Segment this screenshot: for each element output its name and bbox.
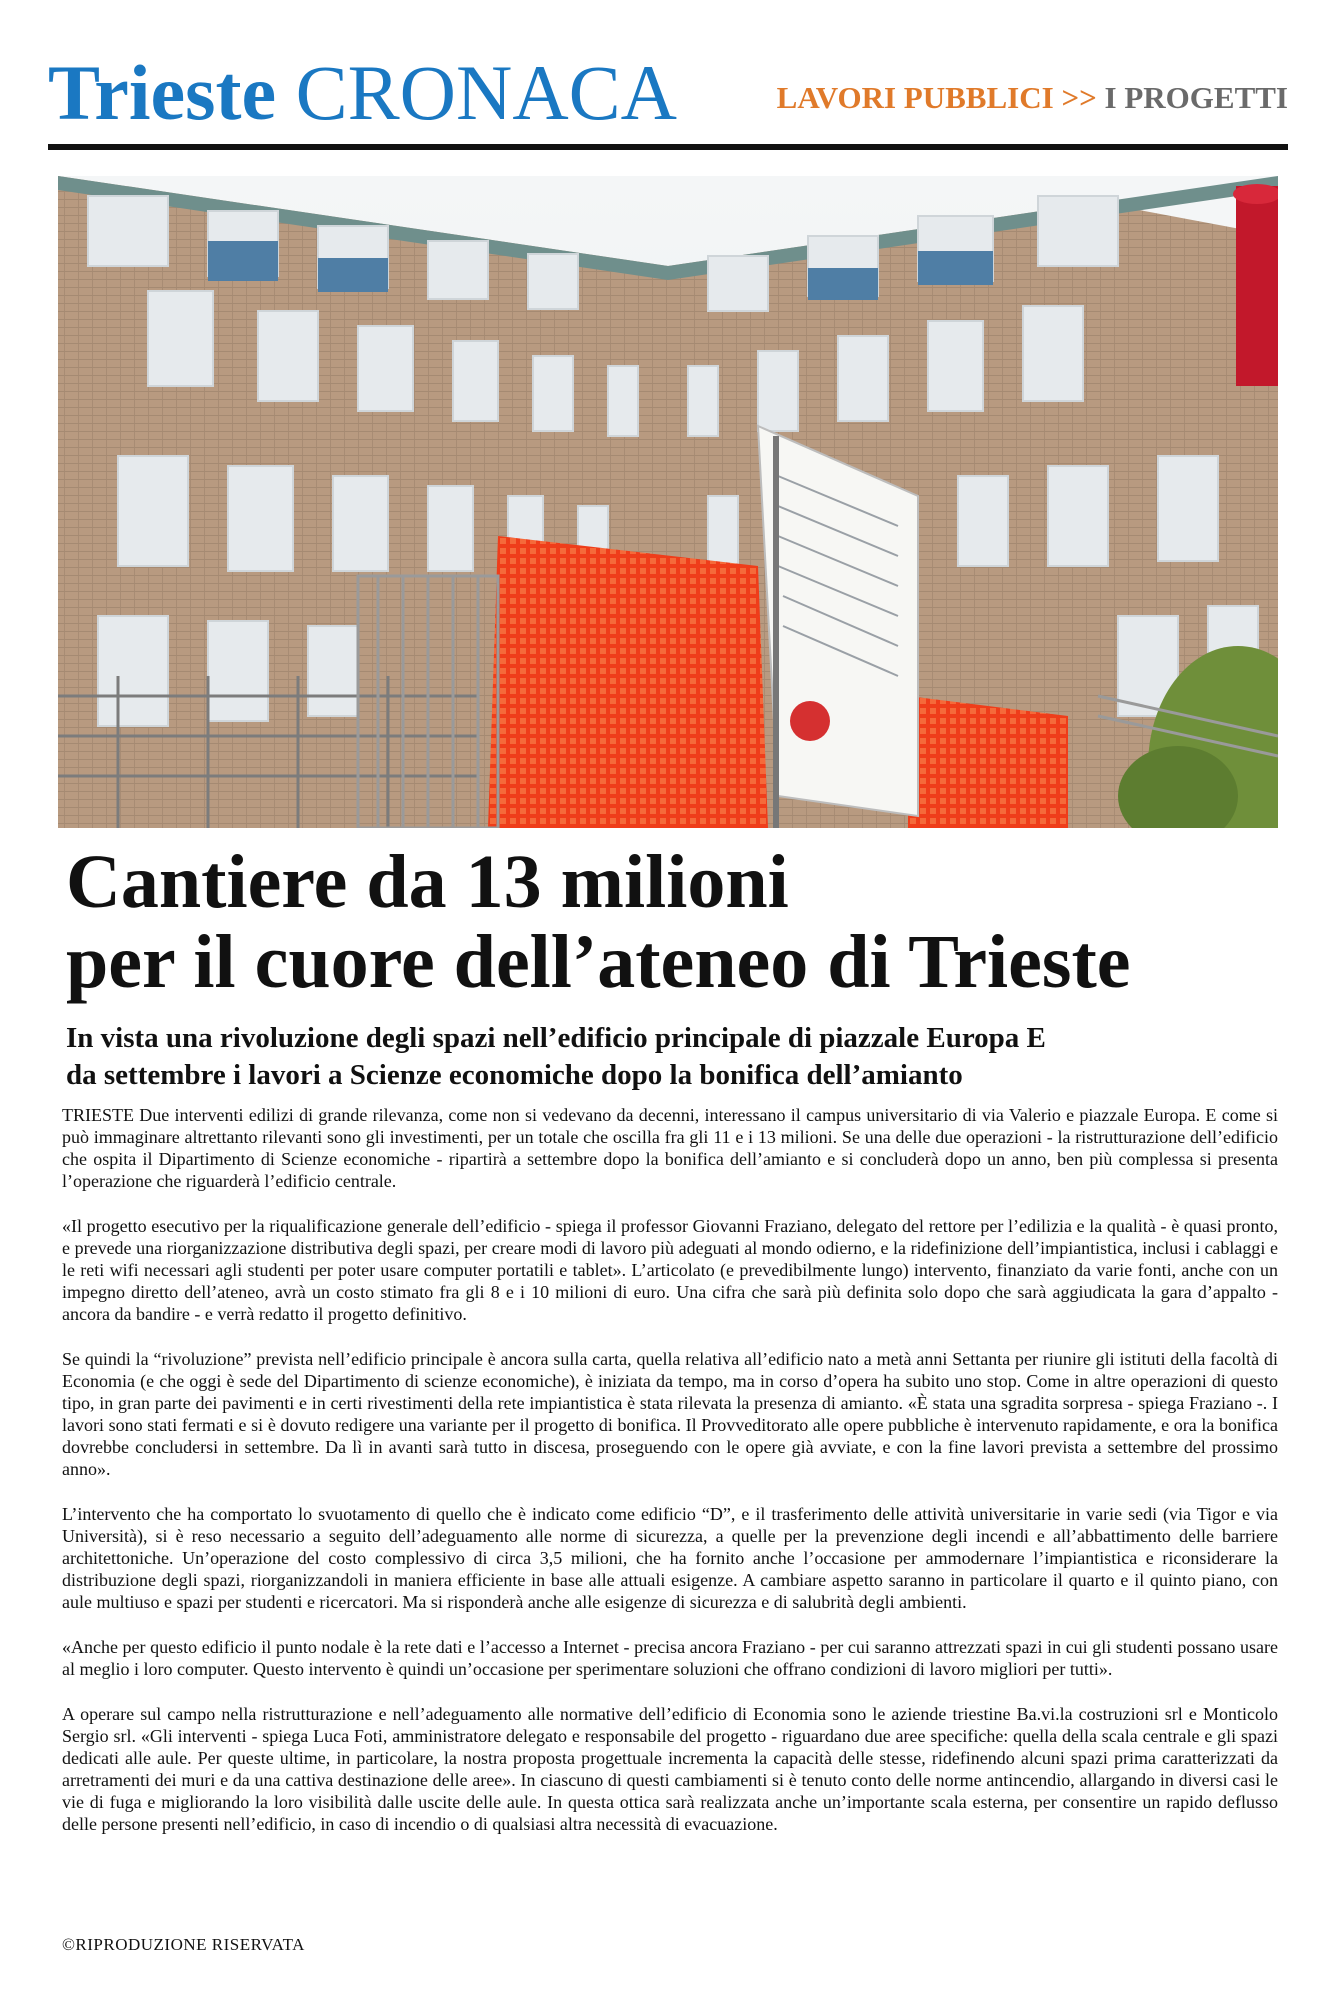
article-paragraph: L’intervento che ha comportato lo svuotamento di quello che è indicato come edificio “D”, e il trasferimento delle attività universitarie in varie sedi (via Tigor e via Università), si è reso necessario a seguito dell’adeguamento alle norme di sicurezza, a quelle per la prevenzione degli incendi e all’abbattimento delle barriere architettoniche. Un’operazione del costo complessivo di circa 3,5 milioni, che ha fornito anche l’occasione per ammodernare l’impiantistica e riconsiderare la distribuzione degli spazi, riorganizzandoli in maniera efficiente in base alle attuali esigenze. A cambiare aspetto saranno in particolare il quarto e il quinto piano, con aule multiuso e spazi per studenti e ricercatori. Ma si risponderà anche alle esigenze di sicurezza e di salubrità degli ambienti.: [62, 1504, 1278, 1612]
article-paragraph: A operare sul campo nella ristrutturazione e nell’adeguamento alle normative dell’edificio di Economia sono le aziende triestine Ba.vi.la costruzioni srl e Monticolo Sergio srl. «Gli interventi - spiega Luca Foti, amministratore delegato e responsabile del progetto - riguardano due aree specifiche: quella della scala centrale e gli spazi dedicati alle aule. Per queste ultime, in particolare, la nostra proposta progettuale incrementa la capacità delle stesse, ridefinendo alcuni spazi prima caratterizzati da arretramenti dei muri e da una cattiva destinazione delle aree». In ciascuno di questi cambiamenti si è tenuto conto delle norme antincendio, allargando in diversi casi le vie di fuga e migliorando la loro visibilità dalle uscite delle aule. In questa ottica sarà realizzata anche un’importante scala esterna, per consentire un rapido deflusso delle persone presenti nell’edificio, in caso di incendio o di qualsiasi altra necessità di evacuazione.: [62, 1704, 1278, 1834]
subheadline-line: In vista una rivoluzione degli spazi nell’edificio principale di piazzale Europa E: [66, 1022, 1046, 1054]
article-subheadline: [66, 1020, 1276, 1094]
headline-line: per il cuore dell’ateneo di Trieste: [66, 920, 1131, 1004]
article-photo: [58, 176, 1278, 828]
article-paragraph: «Il progetto esecutivo per la riqualificazione generale dell’edificio - spiega il professor Giovanni Fraziano, delegato del rettore per l’edilizia e la qualità - è quasi pronto, e prevede una riorganizzazione distributiva degli spazi, per creare modi di lavoro più adeguati al mondo odierno, e la ridefinizione dell’impiantistica, inclusi i cablaggi e le reti wifi necessari agli studenti per poter usare computer portatili e tablet». L’articolato (e prevedibilmente lungo) intervento, finanziato da varie fonti, anche con un impegno diretto dell’ateneo, avrà un costo stimato fra gli 8 e i 10 milioni di euro. Una cifra che sarà più definita solo dopo che sarà aggiudicata la gara d’appalto - ancora da bandire - e verrà redatto il progetto definitivo.: [62, 1216, 1278, 1324]
brand-city: Trieste: [48, 49, 277, 136]
article-body: [62, 1104, 1278, 1858]
article-paragraph: «Anche per questo edificio il punto nodale è la rete dati e l’accesso a Internet - precisa ancora Fraziano - per cui saranno attrezzati spazi in cui gli studenti possano usare al meglio i loro computer. Questo intervento è quindi un’occasione per sperimentare soluzioni che offrano condizioni di lavoro migliori per tutti».: [62, 1637, 1278, 1679]
article-paragraph: Se quindi la “rivoluzione” prevista nell’edificio principale è ancora sulla carta, quella relativa all’edificio nato a metà anni Settanta per riunire gli istituti della facoltà di Economia (e che oggi è sede del Dipartimento di scienze economiche), è iniziata da tempo, ma in corso d’opera ha subito uno stop. Come in altre operazioni di questo tipo, in gran parte dei pavimenti e in certi rivestimenti della rete impiantistica è stata rilevata la presenza di amianto. «È stata una sgradita sorpresa - spiega Fraziano -. I lavori sono stati fermati e si è dovuto redigere una variante per il progetto di bonifica. Il Provveditorato alle opere pubbliche è intervenuto rapidamente, e ora la bonifica dovrebbe concludersi in settembre. Da lì in avanti sarà tutto in discesa, proseguendo con le opere già avviate, e con la fine lavori prevista a settembre del prossimo anno».: [62, 1349, 1278, 1479]
newspaper-brand: [48, 48, 677, 138]
masthead: [48, 48, 1288, 138]
copyright-notice: ©RIPRODUZIONE RISERVATA: [62, 1935, 305, 1954]
article-headline: [66, 842, 1266, 1002]
subheadline-line: da settembre i lavori a Scienze economiche dopo la bonifica dell’amianto: [66, 1059, 963, 1091]
university-building-construction-photo: [58, 176, 1278, 828]
brand-section: CRONACA: [295, 49, 678, 136]
breadcrumb-subcategory: I PROGETTI: [1104, 80, 1288, 115]
breadcrumb-separator: >>: [1061, 80, 1097, 115]
article-paragraph: TRIESTE Due interventi edilizi di grande rilevanza, come non si vedevano da decenni, interessano il campus universitario di via Valerio e piazzale Europa. E come si può immaginare altrettanto rilevanti sono gli investimenti, per un totale che oscilla fra gli 11 e i 13 milioni. Se una delle due operazioni - la ristrutturazione dell’edificio che ospita il Dipartimento di Scienze economiche - ripartirà a settembre dopo la bonifica dell’amianto e si concluderà dopo un anno, ben più complessa si presenta l’operazione che riguarderà l’edificio centrale.: [62, 1105, 1278, 1191]
headline-line: Cantiere da 13 milioni: [66, 840, 789, 924]
section-breadcrumb: [777, 78, 1288, 118]
breadcrumb-category: LAVORI PUBBLICI: [776, 80, 1054, 115]
header-rule: [48, 144, 1288, 150]
